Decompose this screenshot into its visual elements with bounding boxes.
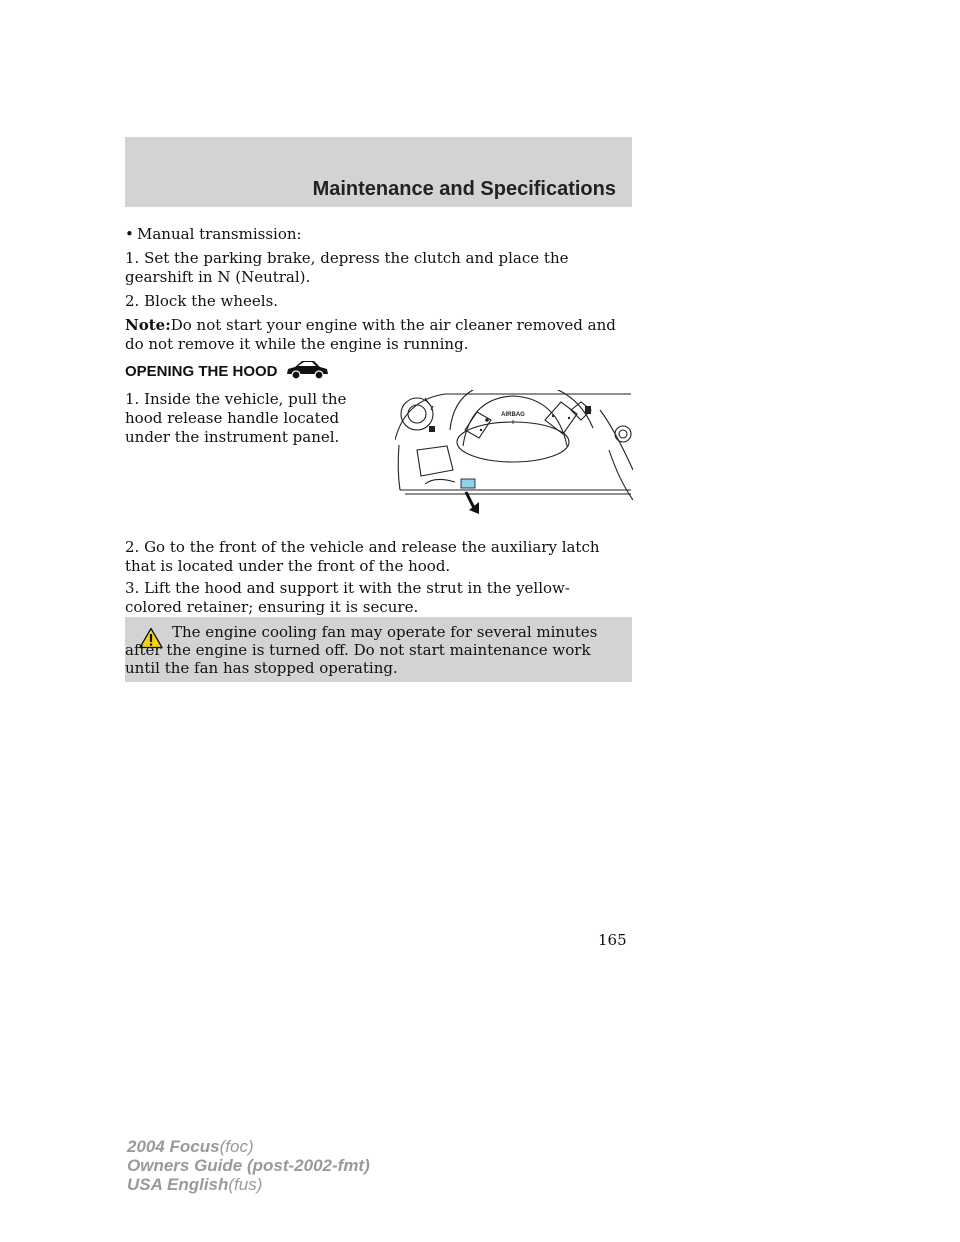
note-label: Note: (125, 316, 171, 334)
footer-line-2: Owners Guide (post-2002-fmt) (127, 1156, 370, 1175)
airbag-label: AIRBAG (501, 412, 525, 418)
bullet-item (125, 225, 632, 244)
bullet-text: Manual transmission: (137, 225, 302, 243)
footer-line-3: USA English(fus) (127, 1175, 263, 1194)
hood-step-2: 2. Go to the front of the vehicle and release the auxiliary latch that is located under the front of the hood. (125, 538, 600, 575)
bullet-symbol: • (125, 225, 134, 243)
hood-step-3: 3. Lift the hood and support it with the strut in the yellow-colored retainer; ensuring it is secure. (125, 579, 570, 616)
note-text: Do not start your engine with the air cleaner removed and do not remove it while the engine is running. (125, 316, 616, 353)
page-number: 165 (598, 931, 627, 949)
header-band (125, 137, 632, 207)
warning-box (125, 617, 632, 682)
note-paragraph (125, 316, 635, 354)
footer-line-1: 2004 Focus(foc) (127, 1137, 254, 1156)
section-heading: OPENING THE HOOD (125, 363, 278, 380)
section-title: Maintenance and Specifications (312, 178, 616, 200)
hood-release-handle (461, 479, 475, 488)
step-2: 2. Block the wheels. (125, 292, 279, 310)
hood-step-1: 1. Inside the vehicle, pull the hood release handle located under the instrument panel. (125, 390, 347, 446)
step-1: 1. Set the parking brake, depress the clutch and place the gearshift in N (Neutral). (125, 249, 569, 286)
warning-text: The engine cooling fan may operate for several minutes after the engine is turned off. Do not start maintenance work until the fan has stopped operating. (125, 623, 598, 677)
car-icon (285, 357, 329, 381)
hood-release-illustration (395, 390, 633, 520)
document-footer (127, 1137, 370, 1194)
